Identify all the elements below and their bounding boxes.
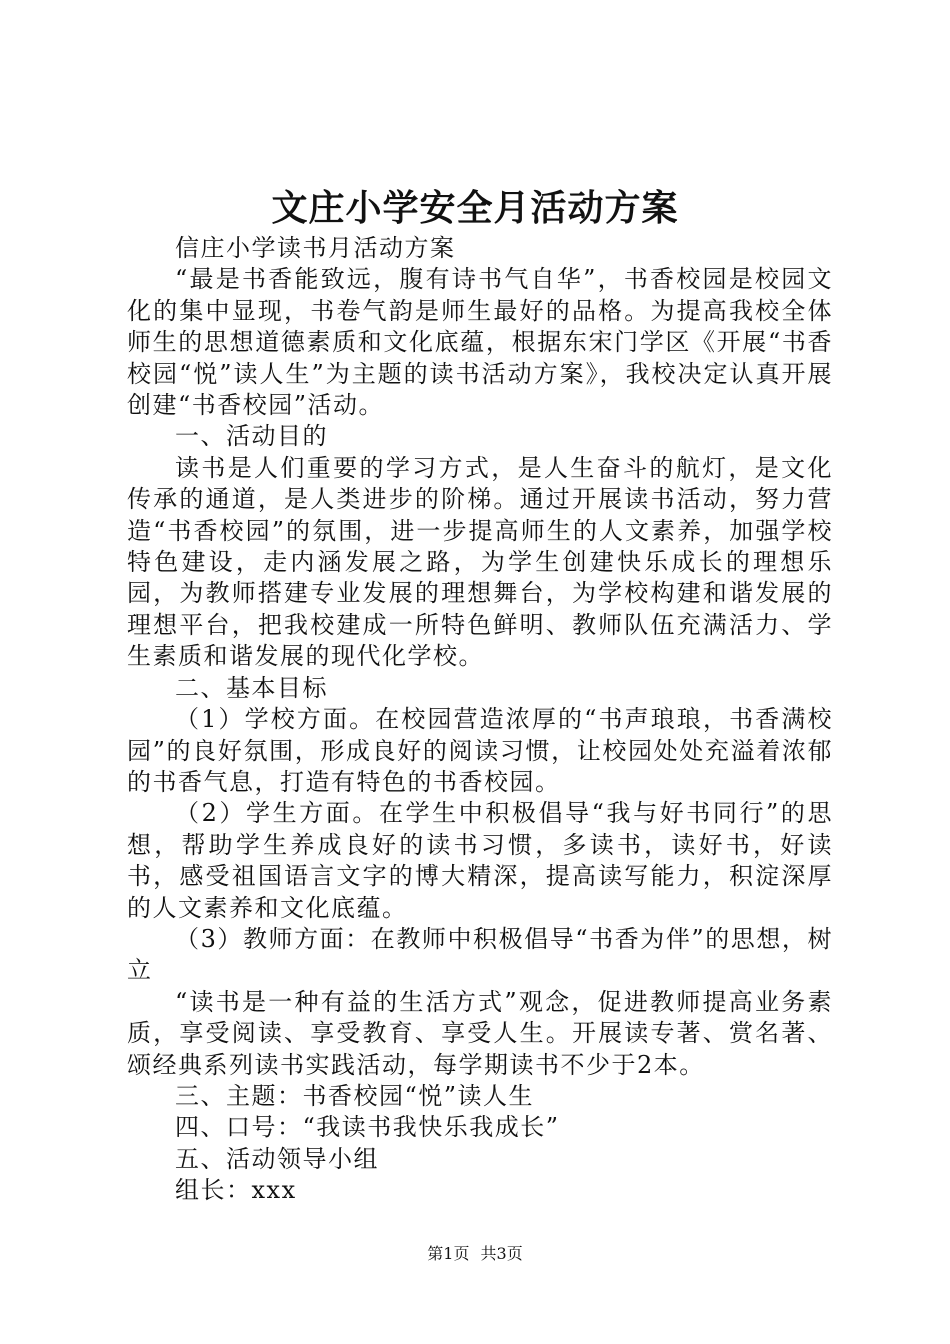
paragraph-subtitle: 信庄小学读书月活动方案 xyxy=(175,234,456,262)
document-title: 文庄小学安全月活动方案 xyxy=(271,187,679,229)
heading-section-4: 四、口号：“我读书我快乐我成长” xyxy=(175,1113,560,1142)
paragraph-leader: 组长：xxx xyxy=(175,1176,297,1205)
paragraph-student-goal: （2）学生方面。在学生中积极倡导“我与好书同行”的思想，帮助学生养成良好的读书习惯，多读书，读好书，好读书，感受祖国语言文字的博大精深，提高读写能力，积淀深厚的人文素养和文化底蕴。 xyxy=(127,799,833,922)
paragraph-school-goal: （1）学校方面。在校园营造浓厚的“书声琅琅，书香满校园”的良好氛围，形成良好的阅读习惯，让校园处处充溢着浓郁的书香气息，打造有特色的书香校园。 xyxy=(127,705,833,796)
heading-section-1: 一、活动目的 xyxy=(175,422,328,451)
heading-section-3: 三、主题：书香校园“悦”读人生 xyxy=(175,1081,535,1110)
paragraph-intro: “最是书香能致远，腹有诗书气自华”，书香校园是校园文化的集中显现，书卷气韵是师生最好的品格。为提高我校全体师生的思想道德素质和文化底蕴，根据东宋门学区《开展“书香校园“悦”读人生”为主题的读书活动方案》，我校决定认真开展创建“书香校园”活动。 xyxy=(127,265,833,420)
page-number: 第1页 xyxy=(427,1244,470,1263)
heading-section-5: 五、活动领导小组 xyxy=(175,1144,379,1173)
paragraph-teacher-goal-cont: “读书是一种有益的生活方式”观念，促进教师提高业务素质，享受阅读、享受教育、享受人生。开展读专著、赏名著、颂经典系列读书实践活动，每学期读书不少于2本。 xyxy=(127,987,833,1079)
paragraph-teacher-goal: （3）教师方面：在教师中积极倡导“书香为伴”的思想，树立 xyxy=(127,924,833,985)
paragraph-purpose: 读书是人们重要的学习方式，是人生奋斗的航灯，是文化传承的通道，是人类进步的阶梯。通过开展读书活动，努力营造“书香校园”的氛围，进一步提高师生的人文素养，加强学校特色建设，走内涵发展之路，为学生创建快乐成长的理想乐园，为教师搭建专业发展的理想舞台，为学校构建和谐发展的理想平台，把我校建成一所特色鲜明、教师队伍充满活力、学生素质和谐发展的现代化学校。 xyxy=(127,453,833,671)
document-body xyxy=(127,233,833,1207)
heading-section-2: 二、基本目标 xyxy=(175,673,328,702)
page-total: 共3页 xyxy=(480,1244,523,1263)
page-footer xyxy=(0,1243,950,1265)
